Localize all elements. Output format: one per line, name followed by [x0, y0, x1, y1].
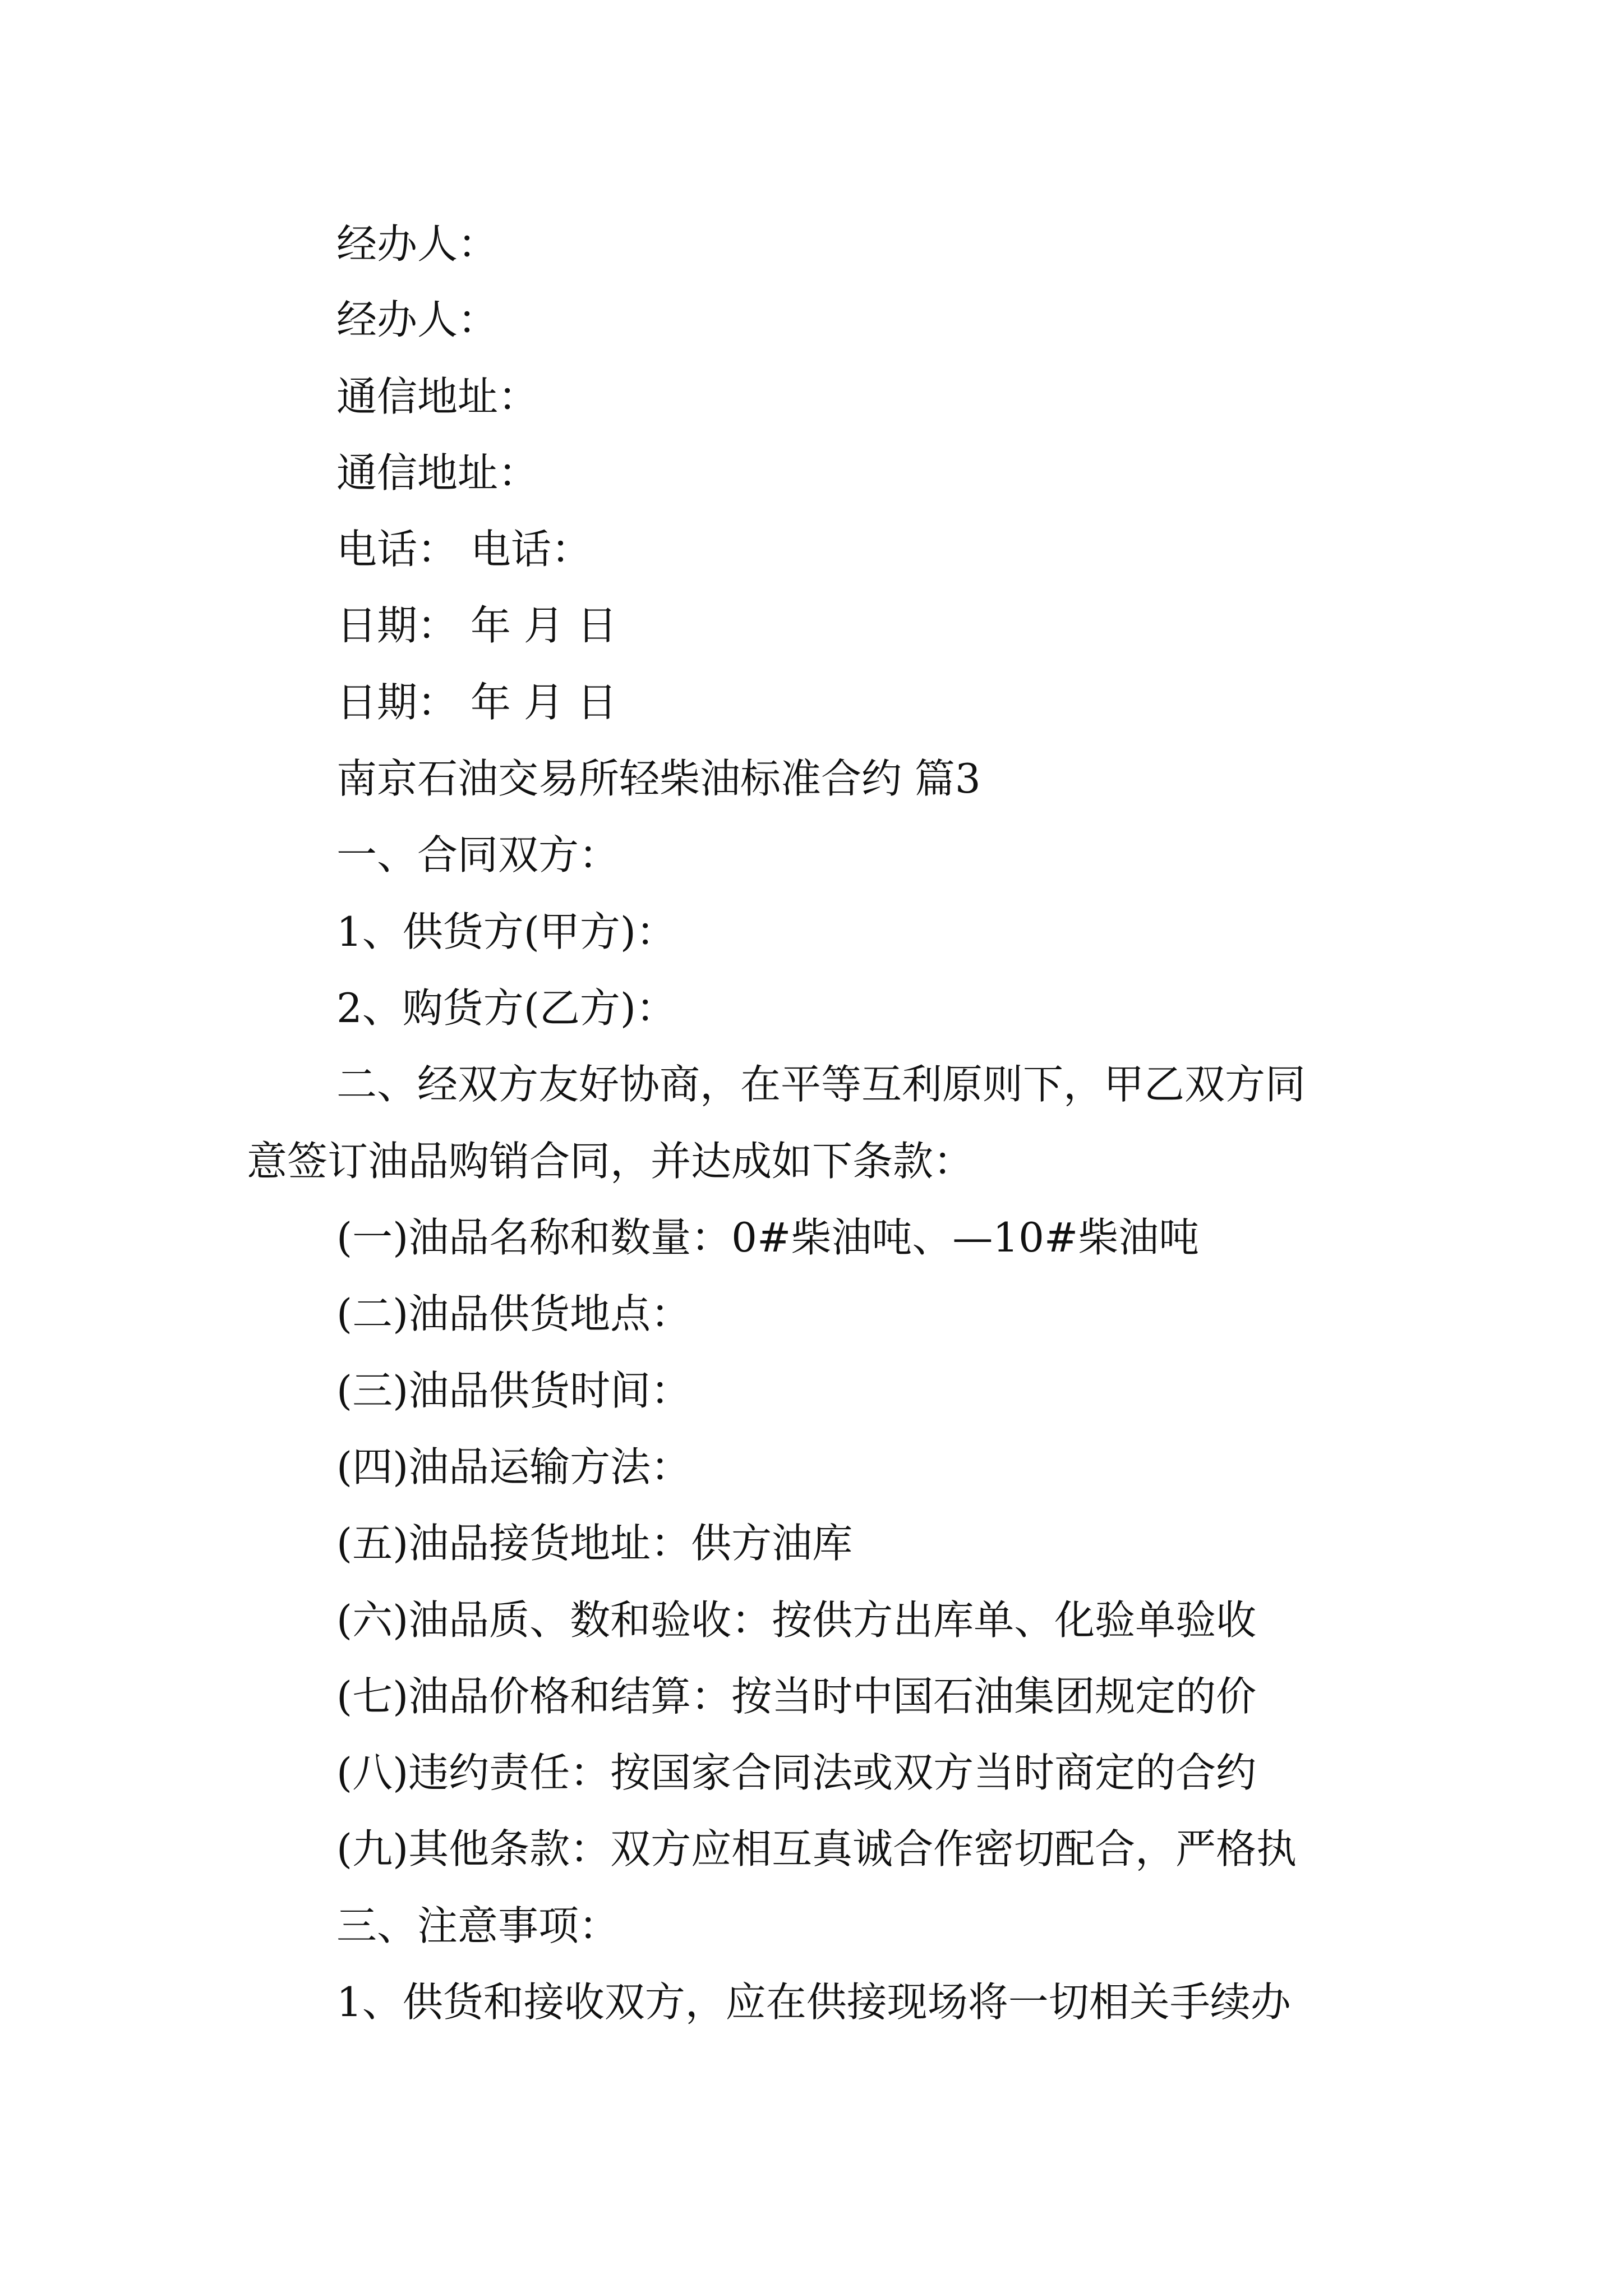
handler-line-party-a: 经办人：: [336, 220, 499, 268]
date-line-party-b: 日期： 年 月 日: [336, 679, 617, 726]
address-line-party-a: 通信地址：: [336, 373, 539, 420]
term-item-6: (六)油品质、数和验收：按供方出库单、化验单验收: [336, 1596, 1257, 1644]
clause-parties-heading: 一、合同双方：: [336, 831, 620, 878]
address-line-party-b: 通信地址：: [336, 449, 539, 496]
term-item-3: (三)油品供货时间：: [336, 1367, 691, 1414]
supplier-line: 1、供货方(甲方)：: [336, 908, 676, 955]
term-item-9: (九)其他条款：双方应相互真诚合作密切配合，严格执: [336, 1825, 1297, 1872]
handler-line-party-b: 经办人：: [336, 296, 499, 343]
term-item-5: (五)油品接货地址：供方油库: [336, 1520, 853, 1567]
notes-heading: 三、注意事项：: [336, 1902, 620, 1949]
date-line-party-a: 日期： 年 月 日: [336, 602, 617, 649]
agreement-paragraph-line-1: 二、经双方友好协商，在平等互利原则下，甲乙双方同: [336, 1061, 1306, 1108]
note-item-1: 1、供货和接收双方，应在供接现场将一切相关手续办: [336, 1978, 1291, 2026]
buyer-line: 2、购货方(乙方)：: [336, 984, 676, 1032]
agreement-paragraph-line-2: 意签订油品购销合同，并达成如下条款：: [247, 1138, 974, 1185]
term-item-4: (四)油品运输方法：: [336, 1443, 691, 1490]
term-item-1: (一)油品名称和数量：0#柴油吨、—10#柴油吨: [336, 1214, 1200, 1261]
section-heading: 南京石油交易所轻柴油标准合约 篇3: [336, 755, 981, 802]
phone-line: 电话： 电话：: [336, 526, 592, 573]
term-item-7: (七)油品价格和结算：按当时中国石油集团规定的价: [336, 1673, 1257, 1720]
term-item-2: (二)油品供货地点：: [336, 1290, 691, 1337]
term-item-8: (八)违约责任：按国家合同法或双方当时商定的合约: [336, 1749, 1257, 1796]
